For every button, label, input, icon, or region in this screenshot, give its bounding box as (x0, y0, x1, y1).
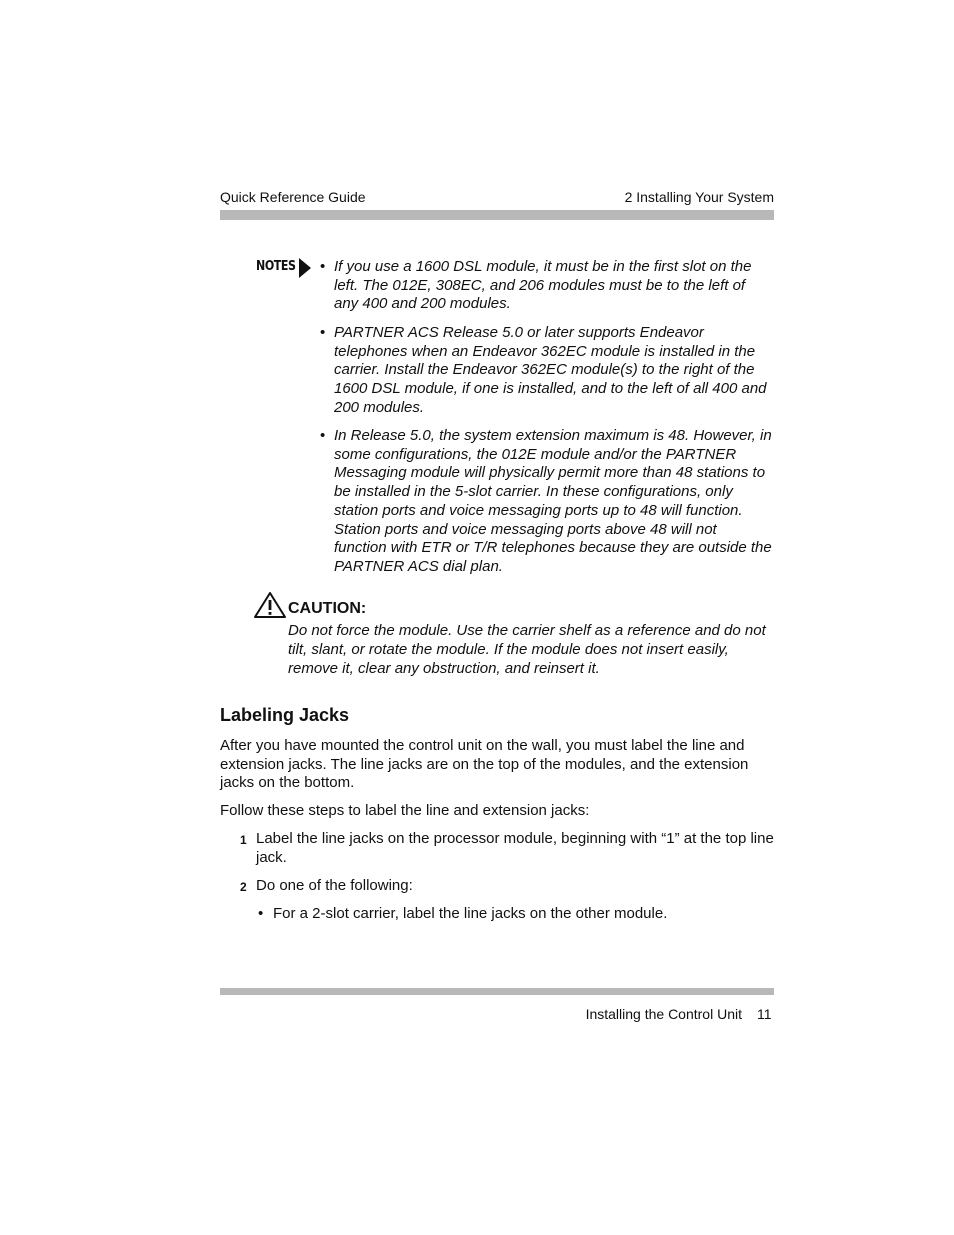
footer-rule (220, 988, 774, 995)
sub-item-text: For a 2-slot carrier, label the line jacks on the other module. (273, 905, 668, 922)
header-title: Quick Reference Guide (220, 189, 366, 205)
paragraph: Follow these steps to label the line and extension jacks: (220, 802, 590, 819)
page-number: 11 (757, 1006, 772, 1022)
paragraph: After you have mounted the control unit on the wall, you must label the line and extension jacks. The line jacks are on the top of the modules, and the extension jacks on the bottom. (220, 737, 749, 792)
step-text: Label the line jacks on the processor module, beginning with “1” at the top line jack. (256, 830, 774, 866)
note-text: If you use a 1600 DSL module, it must be in the first slot on the left. The 012E, 308EC, and 206 modules must be to the left of any 400 and 200 modules. (334, 258, 752, 313)
caution-warning-icon (253, 591, 287, 619)
note-text: In Release 5.0, the system extension maximum is 48. However, in some configurations, the 012E module and/or the PARTNER Messaging module will physically permit more than 48 stations to be installed in the 5-slot carrier. In these configurations, only station ports and voice messaging ports up to 48 will function. Station ports and voice messaging ports above 48 will not function with ETR or T/R telephones because they are outside the PARTNER ACS dial plan. (334, 427, 772, 575)
caution-text: Do not force the module. Use the carrier shelf as a reference and do not tilt, slant, or rotate the module. If the module does not insert easily, remove it, clear any obstruction, and reinsert it. (288, 622, 766, 677)
note-item (320, 427, 772, 577)
section-title: Labeling Jacks (220, 705, 350, 725)
sub-list-item (258, 905, 776, 924)
step-item (240, 830, 776, 867)
step-number: 1 (240, 833, 247, 847)
notes-label: NOTES (256, 259, 296, 274)
step-number: 2 (240, 880, 247, 894)
step-text: Do one of the following: (256, 877, 413, 894)
header-rule (220, 210, 774, 220)
note-text: PARTNER ACS Release 5.0 or later supports Endeavor telephones when an Endeavor 362EC module is installed in the carrier. Install the Endeavor 362EC module(s) to the right of the 1600 DSL module, if one is installed, and to the left of all 400 and 200 modules. (334, 324, 767, 416)
bullet-icon: • (320, 258, 326, 275)
caution-heading: CAUTION: (288, 600, 367, 617)
header-chapter: 2 Installing Your System (624, 189, 774, 205)
bullet-icon: • (258, 905, 264, 922)
bullet-icon: • (320, 427, 326, 444)
note-item (320, 258, 772, 314)
bullet-icon: • (320, 324, 326, 341)
step-item (240, 877, 776, 896)
note-item (320, 324, 772, 418)
footer-section-title: Installing the Control Unit (585, 1006, 742, 1022)
notes-arrow-icon (299, 258, 311, 278)
